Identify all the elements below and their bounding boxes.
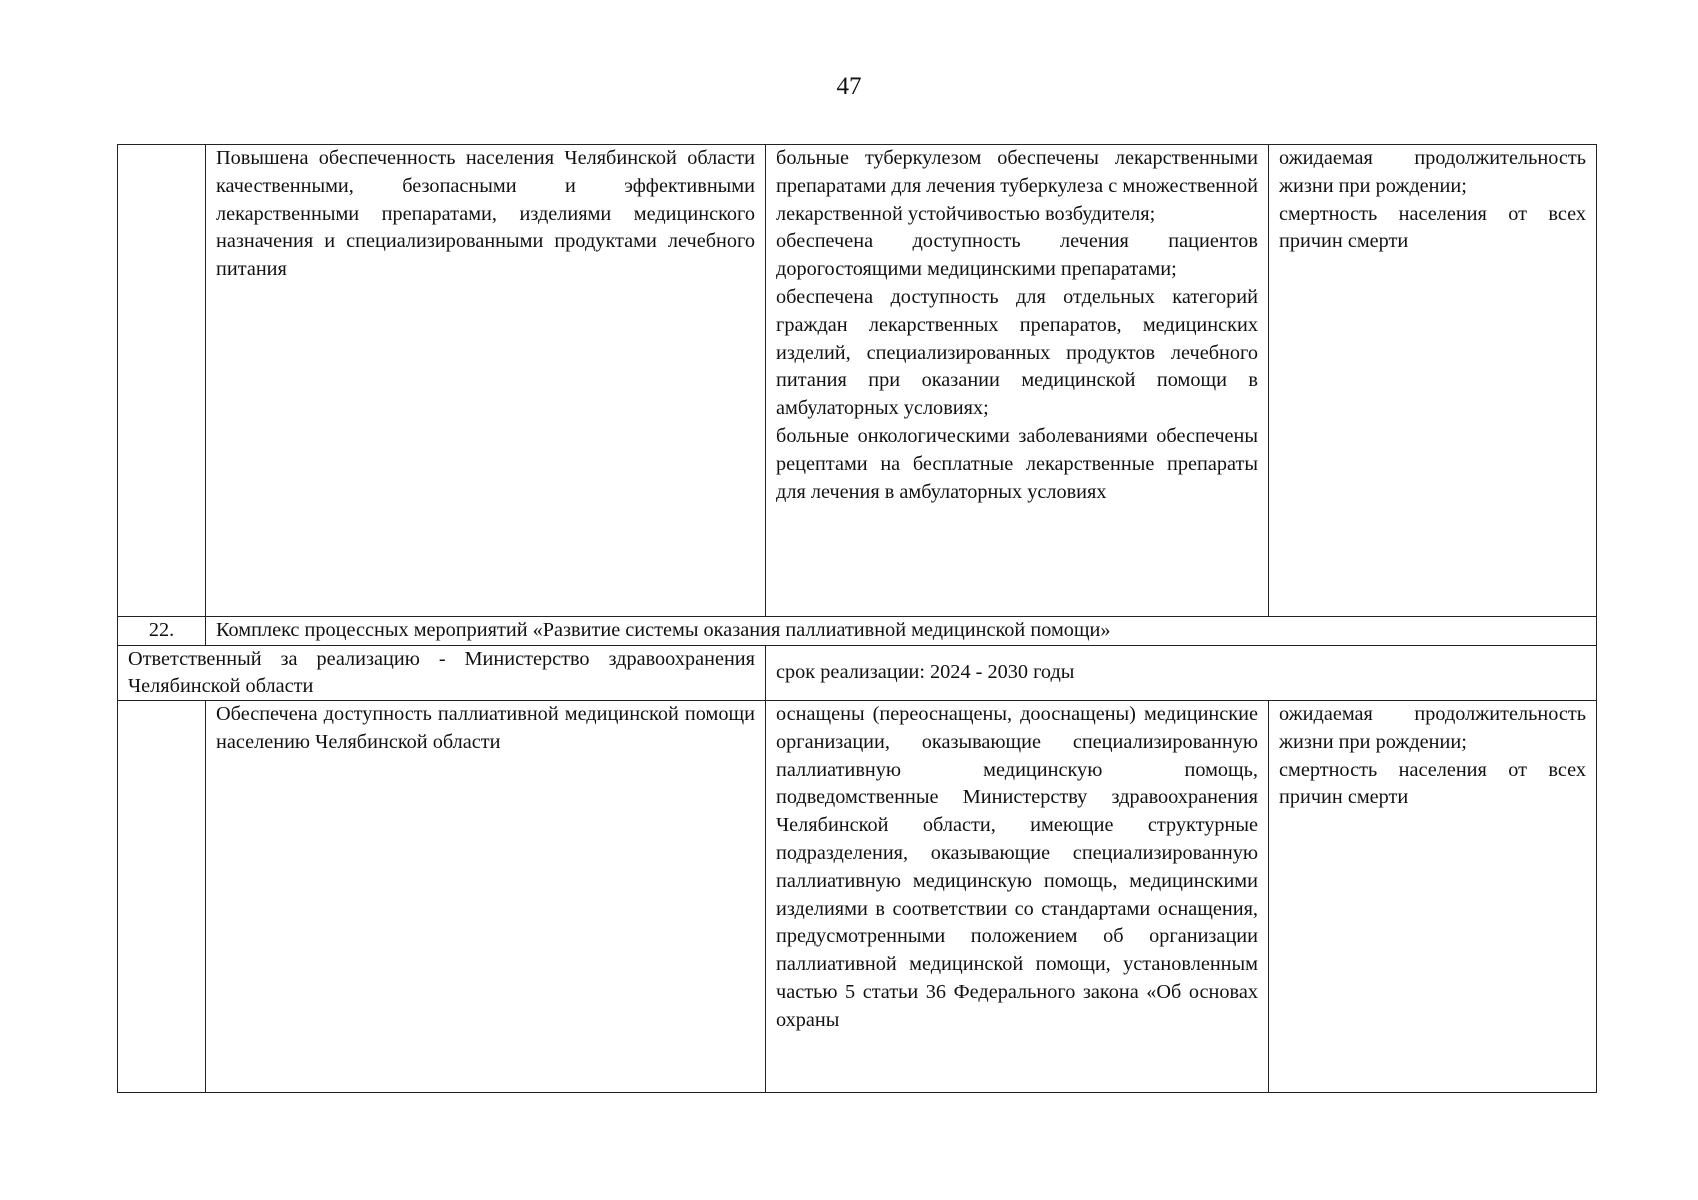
indicator-item: обеспечена доступность лечения пациентов дорогостоящими медицинскими препаратами; xyxy=(776,230,1258,281)
goal-item: ожидаемая продолжительность жизни при рождении; xyxy=(1279,147,1586,197)
section-title: Комплекс процессных мероприятий «Развитие системы оказания паллиативной медицинской помощи» xyxy=(206,617,1597,646)
table-row xyxy=(118,701,1597,1093)
responsibility-row xyxy=(118,646,1597,701)
goal-item: смертность населения от всех причин смерти xyxy=(1279,202,1586,253)
program-table xyxy=(117,144,1597,1093)
indicator-item: больные онкологическими заболеваниями обеспечены рецептами на бесплатные лекарственные препараты для лечения в амбулаторных условиях xyxy=(776,424,1258,503)
result-cell xyxy=(206,701,766,1093)
result-text: Обеспечена доступность паллиативной медицинской помощи населению Челябинской области xyxy=(216,703,755,753)
result-cell xyxy=(206,145,766,617)
responsible-text: Ответственный за реализацию - Министерство здравоохранения Челябинской области xyxy=(128,648,755,697)
indicators-cell xyxy=(766,701,1269,1093)
indicator-item: обеспечена доступность для отдельных категорий граждан лекарственных препаратов, медицинских изделий, специализированных продуктов лечебного питания при оказании медицинской помощи в амбулаторных условиях; xyxy=(776,285,1258,420)
goals-cell xyxy=(1269,145,1597,617)
section-header-row xyxy=(118,617,1597,646)
term-cell: срок реализации: 2024 - 2030 годы xyxy=(766,646,1597,701)
indicators-cell xyxy=(766,145,1269,617)
page-number: 47 xyxy=(836,73,862,100)
indicator-item: оснащены (переоснащены, дооснащены) медицинские организации, оказывающие специализированную паллиативную медицинскую помощь, подведомственные Министерству здравоохранения Челябинской области, имеющие структурные подразделения, оказывающие специализированную паллиативную медицинскую помощь, медицинскими изделиями в соответствии со стандартами оснащения, предусмотренными положением об организации паллиативной медицинской помощи, установленным частью 5 статьи 36 Федерального закона «Об основах охраны xyxy=(776,703,1258,1031)
row-number-cell xyxy=(118,701,206,1093)
responsible-cell xyxy=(118,646,766,701)
goal-item: ожидаемая продолжительность жизни при рождении; xyxy=(1279,703,1586,753)
row-number-cell xyxy=(118,145,206,617)
goals-cell xyxy=(1269,701,1597,1093)
indicator-item: больные туберкулезом обеспечены лекарственными препаратами для лечения туберкулеза с множественной лекарственной устойчивостью возбудителя; xyxy=(776,147,1258,225)
goal-item: смертность населения от всех причин смерти xyxy=(1279,758,1586,809)
table-row xyxy=(118,145,1597,617)
result-text: Повышена обеспеченность населения Челябинской области качественными, безопасными и эффективными лекарственными препаратами, изделиями медицинского назначения и специализированными продуктами лечебного питания xyxy=(216,147,755,281)
section-number: 22. xyxy=(118,617,206,646)
